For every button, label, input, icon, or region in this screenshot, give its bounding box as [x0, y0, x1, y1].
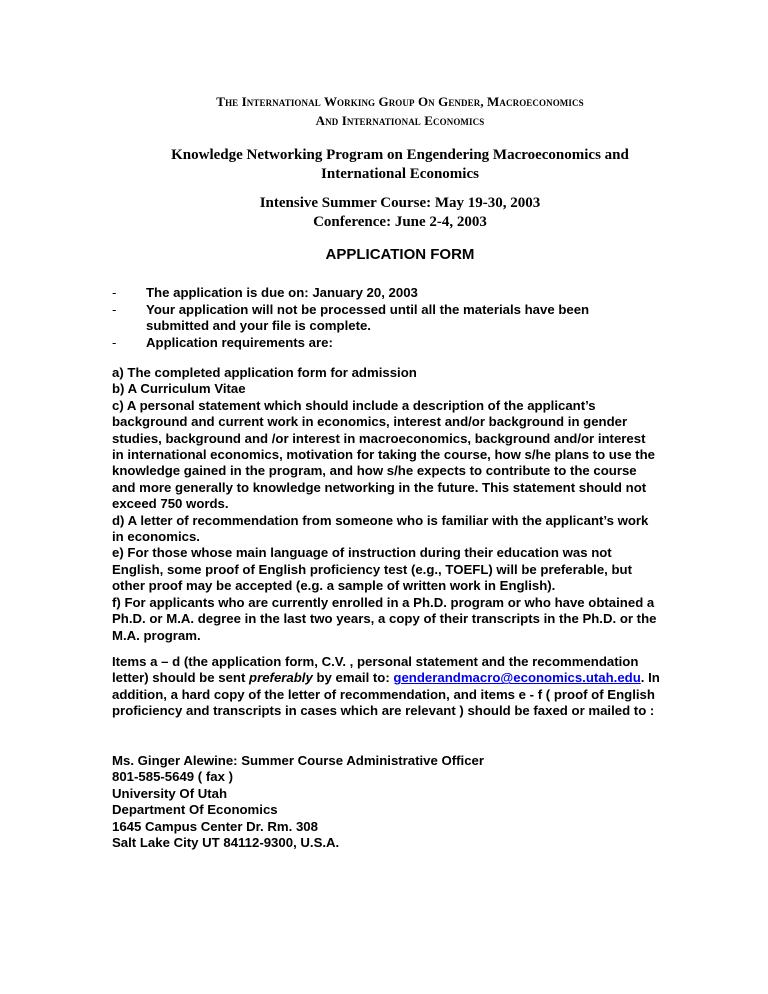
requirement-item: d) A letter of recommendation from someone who is familiar with the applicant’s work in economics.: [112, 512, 649, 545]
email-link[interactable]: genderandmacro@economics.utah.edu: [393, 670, 641, 686]
requirement-item: a) The completed application form for admission: [112, 365, 417, 380]
requirement-item: f) For applicants who are currently enrolled in a Ph.D. program or who have obtained a Ph.D. or M.A. degree in the last two years, a copy of their transcripts in the Ph.D. or the M.A. program.: [112, 594, 657, 643]
emphasis-preferably: preferably: [249, 670, 313, 686]
bullet-dash: -: [112, 334, 117, 350]
bullet-dash: -: [112, 285, 117, 300]
list-item: - The application is due on: January 20, 2003: [112, 285, 418, 300]
contact-street: 1645 Campus Center Dr. Rm. 308: [112, 818, 318, 834]
contact-university: University Of Utah: [112, 785, 228, 801]
bullet-dash: -: [112, 301, 117, 317]
program-title: Knowledge Networking Program on Engendering Macroeconomics and International Economics: [171, 147, 629, 182]
organization-line-1: The International Working Group On Gender, Macroeconomics: [216, 94, 584, 109]
contact-fax: 801-585-5649 ( fax ): [112, 769, 233, 785]
requirements-list: [112, 365, 660, 644]
list-item: - Your application will not be processed until all the materials have been submitted and your file is complete.: [112, 301, 590, 333]
requirement-item: b) A Curriculum Vitae: [112, 381, 246, 397]
list-item: - Application requirements are:: [112, 334, 333, 350]
form-title: APPLICATION FORM: [325, 246, 475, 263]
course-dates: Intensive Summer Course: May 19-30, 2003: [259, 195, 541, 211]
organization-heading: [150, 92, 650, 130]
contact-address: [112, 753, 660, 851]
organization-line-2: And International Economics: [315, 113, 485, 128]
requirement-item: e) For those whose main language of instruction during their education was not English, some proof of English proficiency test (e.g., TOEFL) will be preferable, but other proof may be accepted (e.g. a sample of written work in English).: [112, 545, 632, 594]
contact-city: Salt Lake City UT 84112-9300, U.S.A.: [112, 835, 340, 851]
instructions-list: [112, 285, 652, 351]
contact-department: Department Of Economics: [112, 802, 278, 818]
conference-dates: Conference: June 2-4, 2003: [313, 214, 487, 230]
submission-instructions: Items a – d (the application form, C.V. , personal statement and the recommendation letter) should be sent preferably by email to: genderandmacro@economics.utah.edu. In addition, a hard copy of the letter of recommendation, and items e - f ( proof of English proficiency and transcripts in cases which are relevant ) should be faxed or mailed to :: [112, 654, 660, 719]
contact-name: Ms. Ginger Alewine: Summer Course Administrative Officer: [112, 753, 485, 768]
requirement-item: c) A personal statement which should include a description of the applicant’s background and current work in economics, interest and/or background in gender studies, background and /or interest in macroeconomics, background and/or interest in international economics, motivation for taking the course, how s/he plans to use the knowledge gained in the program, and how s/he expects to contribute to the course and more generally to knowledge networking in the future. This statement should not exceed 750 words.: [112, 397, 655, 512]
course-dates-block: [150, 194, 650, 232]
